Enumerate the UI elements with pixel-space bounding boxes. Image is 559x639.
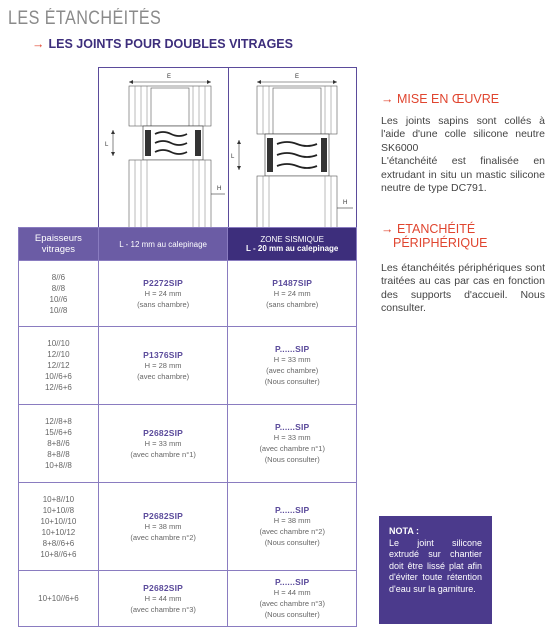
nota-title: NOTA : (389, 526, 419, 536)
thickness-value: 8//8 (51, 283, 66, 293)
arrow-icon: → (32, 37, 45, 51)
chamber-note: (avec chambre n°3) (259, 599, 325, 608)
thickness-value: 12//8+8 (44, 417, 72, 426)
thickness-value: 10+10//6+6 (38, 594, 79, 603)
nota-box (379, 516, 492, 624)
height-value: H = 33 mm (273, 355, 311, 364)
height-value: H = 33 mm (273, 433, 311, 442)
thickness-cell (19, 261, 99, 327)
thickness-value: 12//12 (47, 361, 70, 370)
chamber-note: (avec chambre) (266, 366, 319, 375)
seismic-cell (228, 483, 357, 571)
product-code: P2682SIP (143, 582, 184, 593)
standard-cell (98, 405, 228, 483)
thickness-value: 10//10 (47, 339, 70, 348)
product-code: P2682SIP (143, 427, 184, 438)
seismic-joint-diagram (229, 68, 358, 228)
height-value: H = 24 mm (144, 288, 182, 298)
height-value: H = 24 mm (273, 288, 311, 298)
thickness-value: 10+8//8 (44, 461, 72, 470)
thickness-cell (19, 327, 99, 405)
height-value: H = 38 mm (144, 521, 182, 531)
thickness-cell (19, 405, 99, 483)
thickness-value: 10+10/12 (41, 527, 76, 537)
thickness-value: 8//6 (51, 272, 66, 282)
chamber-note: (avec chambre n°1) (259, 444, 325, 453)
chamber-note: (avec chambre n°2) (130, 532, 196, 542)
consult-note: (Nous consulter) (264, 377, 320, 386)
thickness-value: 10+10//10 (40, 516, 77, 526)
standard-cell (98, 571, 228, 627)
nota-body: Le joint silicone extrudé sur chantier doit être lissé plat afin d'éviter toute rétention d'eau sur la garniture. (389, 537, 482, 594)
dim-l-label: L (105, 142, 109, 148)
section-subtitle (32, 37, 293, 51)
table-row (19, 405, 357, 483)
etancheite-heading (381, 222, 487, 250)
chamber-note: (avec chambre) (137, 371, 190, 381)
header-seismic-line2: L - 20 mm au calepinage (246, 244, 339, 253)
height-value: H = 33 mm (144, 438, 182, 448)
etancheite-heading-line1: → ETANCHÉITÉ (381, 222, 476, 236)
thickness-cell (19, 483, 99, 571)
table-row (19, 327, 357, 405)
table-row (19, 261, 357, 327)
mise-en-oeuvre-text: Les joints sapins sont collés à l'aide d'une colle silicone neutre SK6000 L'étanchéité est finalisée en extrudant in situ un mastic silicone neutre de type DC791. (381, 115, 545, 195)
thickness-value: 8+8//8 (47, 450, 70, 459)
thickness-value: 10+8//10 (42, 494, 75, 504)
table-row (19, 571, 357, 627)
joints-table (18, 227, 357, 627)
dim-e-label: E (295, 74, 300, 80)
chamber-note: (sans chambre) (266, 299, 319, 309)
thickness-value: 12//6+6 (44, 383, 72, 392)
etancheite-heading-line2: PÉRIPHÉRIQUE (393, 236, 488, 250)
dim-e-label: E (167, 74, 172, 80)
header-seismic (228, 228, 357, 261)
thickness-value: 15//6+6 (44, 428, 72, 437)
header-seismic-line1: ZONE SISMIQUE (260, 235, 324, 244)
seismic-cell (228, 327, 357, 405)
thickness-value: 10+8//6+6 (40, 549, 77, 559)
chamber-note: (sans chambre) (137, 299, 190, 309)
standard-cell (98, 261, 228, 327)
consult-note: (Nous consulter) (264, 538, 320, 547)
product-code: P......SIP (274, 577, 310, 587)
thickness-value: 10//6+6 (44, 372, 72, 381)
subtitle-text: LES JOINTS POUR DOUBLES VITRAGES (48, 37, 293, 51)
seismic-cell (228, 261, 357, 327)
thickness-value: 10//6 (49, 294, 68, 304)
header-thickness: Epaisseurs vitrages (19, 228, 99, 261)
height-value: H = 28 mm (144, 360, 182, 370)
thickness-value: 8+8//6 (47, 439, 70, 448)
mise-en-oeuvre-heading: → MISE EN ŒUVRE (381, 92, 500, 106)
thickness-value: 10+10//8 (42, 505, 75, 515)
etancheite-text: Les étanchéités périphériques sont traitées au cas par cas en fonction des supports d'accueil. Nous consulter. (381, 262, 545, 315)
chamber-note: (avec chambre n°3) (130, 604, 196, 614)
standard-cell (98, 327, 228, 405)
dim-l-label: L (231, 154, 235, 160)
thickness-cell (19, 571, 99, 627)
header-standard: L - 12 mm au calepinage (98, 228, 228, 261)
dim-h-label: H (343, 200, 348, 206)
chamber-note: (avec chambre n°2) (259, 527, 325, 536)
standard-joint-diagram (99, 68, 228, 228)
thickness-value: 12//10 (47, 350, 70, 359)
standard-cell (98, 483, 228, 571)
height-value: H = 44 mm (144, 593, 182, 603)
thickness-value: 8+8//6+6 (42, 538, 75, 548)
product-code: P2682SIP (143, 510, 184, 521)
thickness-value: 10//8 (49, 305, 68, 315)
joint-diagrams (98, 67, 357, 227)
seismic-cell (228, 405, 357, 483)
seismic-cell (228, 571, 357, 627)
product-code: P1376SIP (143, 349, 184, 360)
product-code: P......SIP (274, 505, 310, 515)
product-code: P......SIP (274, 422, 310, 432)
dim-h-label: H (217, 186, 222, 192)
height-value: H = 38 mm (273, 516, 311, 525)
product-code: P1487SIP (272, 277, 313, 288)
chamber-note: (avec chambre n°1) (130, 449, 196, 459)
consult-note: (Nous consulter) (264, 610, 320, 619)
product-code: P2272SIP (143, 277, 184, 288)
height-value: H = 44 mm (273, 588, 311, 597)
table-row (19, 483, 357, 571)
product-code: P......SIP (274, 344, 310, 354)
consult-note: (Nous consulter) (264, 455, 320, 464)
page-title: LES ÉTANCHÉITÉS (8, 8, 162, 29)
